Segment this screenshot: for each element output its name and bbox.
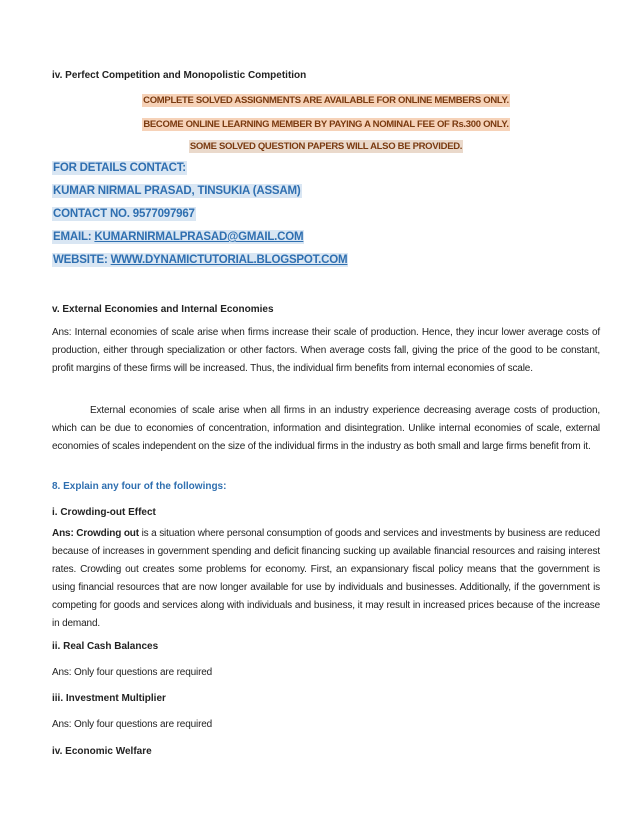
promo-line-1: COMPLETE SOLVED ASSIGNMENTS ARE AVAILABLE FOR ONLINE MEMBERS ONLY. (143, 95, 509, 106)
section-heading-perfect-competition: iv. Perfect Competition and Monopolistic Competition (52, 70, 307, 81)
promo-line-2: BECOME ONLINE LEARNING MEMBER BY PAYING A NOMINAL FEE OF Rs.300 ONLY. (143, 119, 509, 130)
paragraph-crowding-out: Ans: Crowding out is a situation where personal consumption of goods and services and investments by business are reduced because of increases in government spending and deficit financing sucking up available financial resources and raising interest rates. Crowding out creates some problems for economy. First, an expansionary fiscal policy means that the government is using financial resources that are now longer available for use by individuals and businesses. Additionally, if the government is competing for goods and services along with individuals and business, it may result in increased prices because of the increase in demand. (52, 528, 600, 629)
website-link[interactable]: WWW.DYNAMICTUTORIAL.BLOGSPOT.COM (110, 254, 348, 266)
paragraph-external-economies: External economies of scale arise when all firms in an industry experience decreasing average costs of production, which can be due to economies of concentration, information and disintegration. Unlike internal economies of scale, external economies of scales independent on the size of the individual firms in the industry as both small and large firms benefit from it. (52, 405, 600, 452)
website-label: WEBSITE: (53, 254, 108, 266)
contact-name: KUMAR NIRMAL PRASAD, TINSUKIA (ASSAM) (53, 185, 301, 197)
item-economic-welfare-heading: iv. Economic Welfare (52, 746, 152, 757)
answer-real-cash: Ans: Only four questions are required (52, 667, 213, 678)
answer-label-crowding-out: Ans: Crowding out (52, 528, 139, 539)
paragraph-internal-economies: Ans: Internal economies of scale arise when firms increase their scale of production. Hence, they incur lower average costs of production, either through specialization or other factors. When average costs fall, giving the price of the good to be constant, profit margins of these firms will be increased. Thus, the individual firm benefits from internal economies of scale. (52, 327, 600, 374)
contact-details-heading: FOR DETAILS CONTACT: (53, 162, 186, 174)
item-investment-multiplier-heading: iii. Investment Multiplier (52, 693, 166, 704)
promo-line-3: SOME SOLVED QUESTION PAPERS WILL ALSO BE PROVIDED. (189, 141, 463, 152)
question-8-heading: 8. Explain any four of the followings: (52, 481, 227, 492)
contact-phone: CONTACT NO. 9577097967 (53, 208, 195, 220)
item-real-cash-heading: ii. Real Cash Balances (52, 641, 159, 652)
email-label: EMAIL: (53, 231, 92, 243)
contact-email (52, 230, 304, 244)
section-heading-external-economies: v. External Economies and Internal Economies (52, 304, 274, 315)
answer-investment-multiplier: Ans: Only four questions are required (52, 719, 213, 730)
email-link[interactable]: KUMARNIRMALPRASAD@GMAIL.COM (94, 231, 304, 243)
contact-website (52, 253, 348, 267)
item-crowding-out-heading: i. Crowding-out Effect (52, 507, 156, 518)
